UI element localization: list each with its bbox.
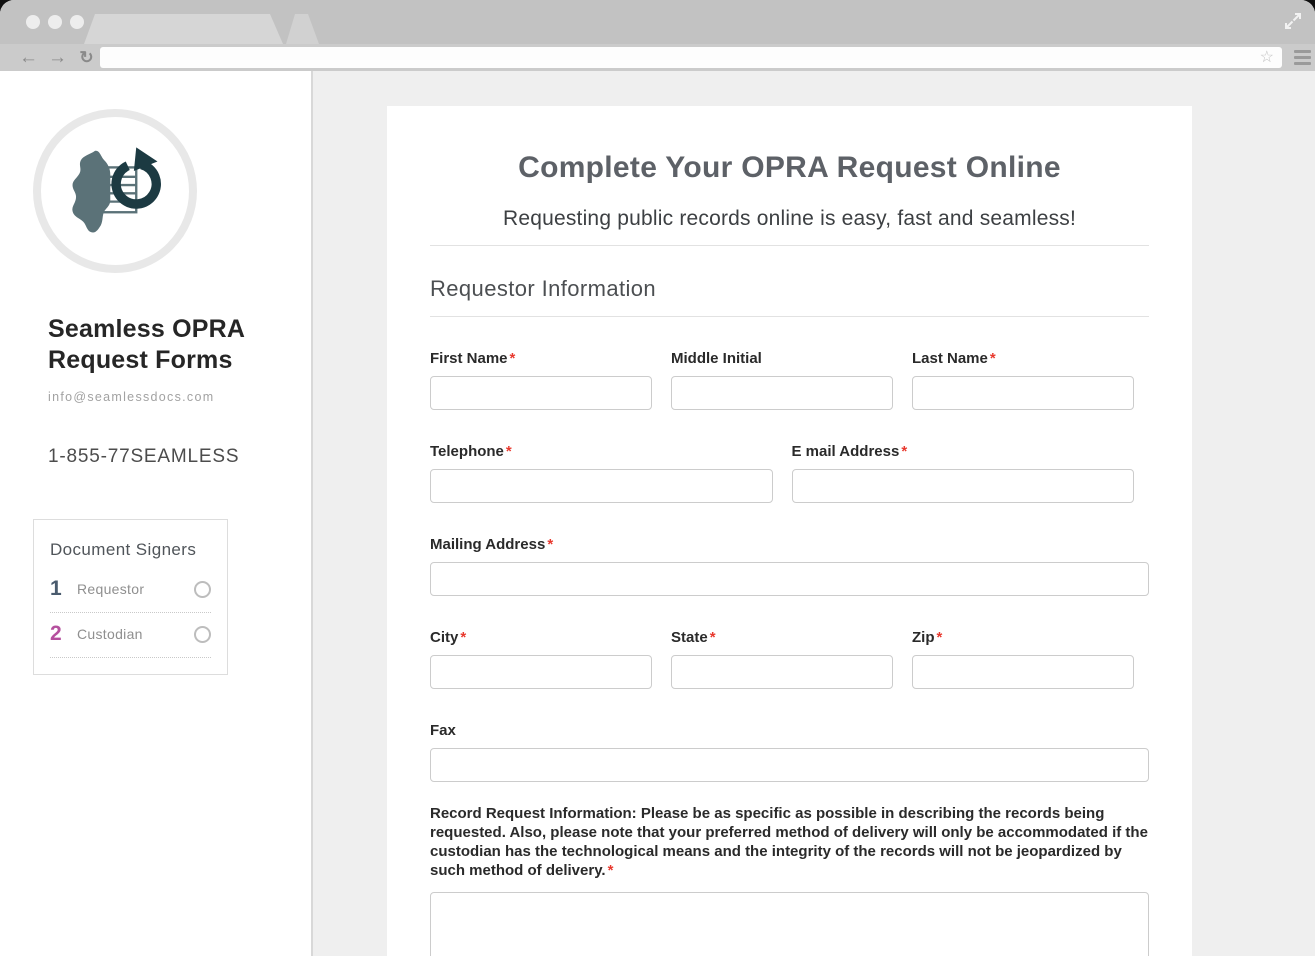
- address-bar[interactable]: [100, 47, 1282, 68]
- new-tab-button[interactable]: [286, 14, 319, 44]
- fax-field: [430, 722, 1149, 782]
- org-name-line2: Request Forms: [48, 346, 233, 374]
- form-subtitle: Requesting public records online is easy, fast and seamless!: [502, 207, 1077, 230]
- required-asterisk: *: [936, 629, 943, 646]
- required-asterisk: *: [901, 443, 908, 460]
- telephone-input[interactable]: [430, 469, 773, 503]
- org-name: [48, 314, 263, 376]
- email-address-label: E mail Address *: [791, 443, 908, 460]
- refresh-icon[interactable]: ↻: [79, 48, 94, 67]
- browser-toolbar: [0, 44, 1315, 71]
- signer-number: 1: [50, 577, 62, 600]
- fax-label: Fax: [430, 722, 456, 739]
- back-icon[interactable]: ←: [19, 47, 38, 68]
- fullscreen-expand-icon[interactable]: [1283, 11, 1303, 31]
- state-input[interactable]: [671, 655, 893, 689]
- signer-label: Custodian: [77, 626, 143, 642]
- org-name-line1: Seamless OPRA: [48, 315, 246, 343]
- address-input[interactable]: [100, 47, 1260, 68]
- signer-requestor-radio[interactable]: [194, 581, 211, 598]
- mailing-address-field: [430, 536, 1149, 596]
- window-control-close[interactable]: [26, 15, 40, 29]
- mailing-address-row: [430, 536, 1149, 596]
- last-name-field: [912, 350, 1134, 410]
- state-field: [671, 629, 893, 689]
- mailing-address-label: Mailing Address *: [430, 536, 554, 553]
- signer-custodian-radio[interactable]: [194, 626, 211, 643]
- fax-input[interactable]: [430, 748, 1149, 782]
- city-input[interactable]: [430, 655, 652, 689]
- browser-titlebar: [0, 0, 1315, 44]
- first-name-label: First Name *: [430, 350, 516, 367]
- form-title: Complete Your OPRA Request Online: [518, 151, 1061, 184]
- fax-row: [430, 722, 1149, 782]
- email-address-field: [792, 443, 1135, 503]
- forward-icon[interactable]: →: [48, 47, 67, 68]
- required-asterisk: *: [509, 350, 516, 367]
- record-request-textarea[interactable]: [430, 892, 1149, 956]
- city-field: [430, 629, 652, 689]
- signer-row-requestor: [50, 568, 211, 613]
- sidebar: [0, 71, 313, 956]
- org-logo: [33, 109, 197, 273]
- mailing-address-input[interactable]: [430, 562, 1149, 596]
- divider: [430, 245, 1149, 246]
- record-request-label: Record Request Information: Please be as specific as possible in describing the records being requested. Also, please note that your preferred method of delivery will only be accommodated if the custodian has the technological means and the integrity of the records will not be jeopardized by such method of delivery. *: [430, 805, 1148, 879]
- document-signers-title: Document Signers: [50, 540, 197, 559]
- browser-menu-icon[interactable]: [1294, 50, 1311, 65]
- content-area: [313, 71, 1315, 956]
- signer-number: 2: [50, 622, 62, 645]
- zip-input[interactable]: [912, 655, 1134, 689]
- divider: [430, 316, 1149, 317]
- section-title-requestor-information: Requestor Information: [430, 276, 657, 301]
- required-asterisk: *: [547, 536, 554, 553]
- telephone-field: [430, 443, 773, 503]
- contact-row: [430, 443, 1149, 503]
- middle-initial-label: Middle Initial: [671, 350, 762, 367]
- telephone-label: Telephone *: [430, 443, 512, 460]
- first-name-input[interactable]: [430, 376, 652, 410]
- name-row: [430, 350, 1149, 410]
- middle-initial-field: [671, 350, 893, 410]
- city-label: City *: [430, 629, 467, 646]
- first-name-field: [430, 350, 652, 410]
- page-body: [0, 71, 1315, 956]
- window-controls: [26, 15, 84, 29]
- required-asterisk: *: [505, 443, 512, 460]
- email-address-input[interactable]: [792, 469, 1135, 503]
- zip-field: [912, 629, 1134, 689]
- last-name-label: Last Name *: [912, 350, 996, 367]
- nj-document-refresh-icon: [56, 132, 174, 250]
- signer-label: Requestor: [77, 581, 145, 597]
- document-signers-panel: [33, 519, 228, 675]
- form-card: [387, 106, 1192, 956]
- required-asterisk: *: [460, 629, 467, 646]
- required-asterisk: *: [607, 862, 614, 879]
- signer-row-custodian: [50, 613, 211, 658]
- required-asterisk: *: [709, 629, 716, 646]
- last-name-input[interactable]: [912, 376, 1134, 410]
- window-control-maximize[interactable]: [70, 15, 84, 29]
- org-email: info@seamlessdocs.com: [48, 390, 215, 404]
- required-asterisk: *: [989, 350, 996, 367]
- zip-label: Zip *: [912, 629, 943, 646]
- state-label: State *: [671, 629, 716, 646]
- city-state-zip-row: [430, 629, 1149, 689]
- org-phone: 1-855-77SEAMLESS: [48, 446, 240, 467]
- window-control-minimize[interactable]: [48, 15, 62, 29]
- middle-initial-input[interactable]: [671, 376, 893, 410]
- bookmark-star-icon[interactable]: ☆: [1259, 49, 1274, 66]
- browser-tab-active[interactable]: [84, 14, 283, 44]
